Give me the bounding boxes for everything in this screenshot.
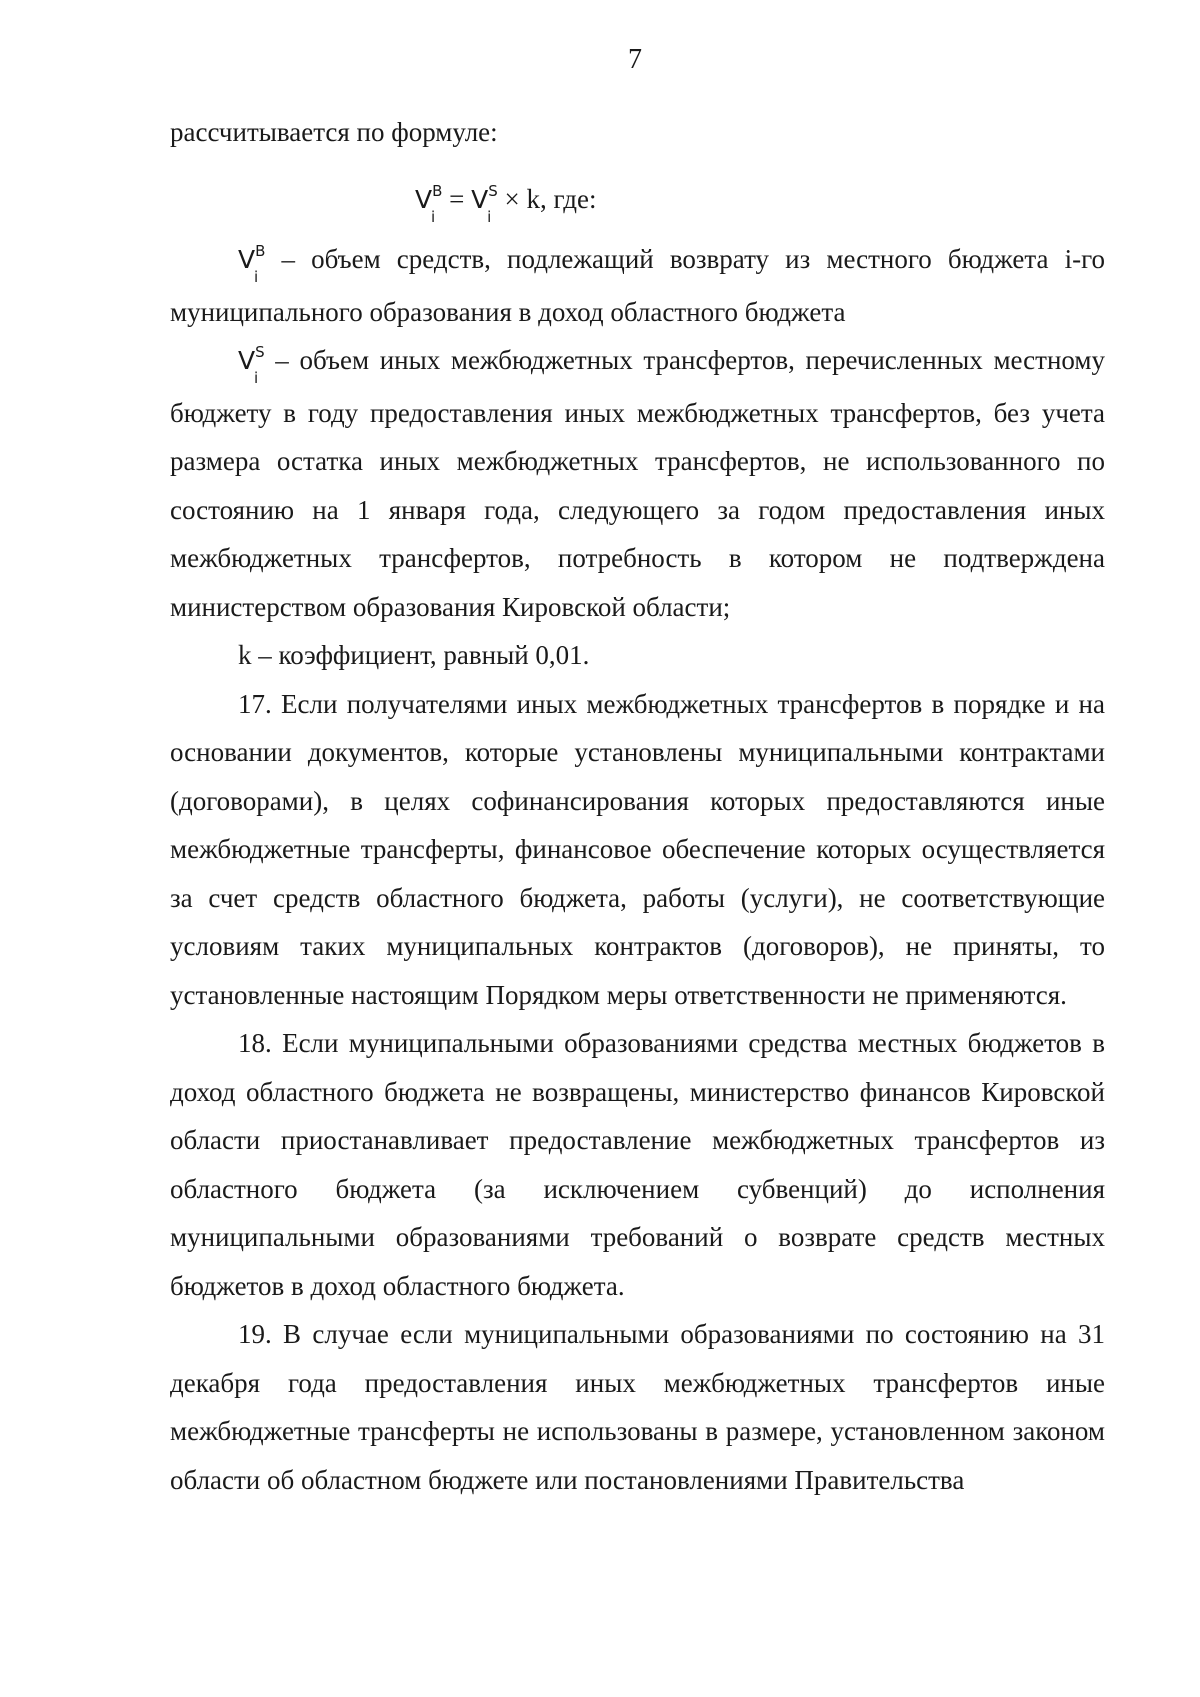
formula-k: k: [526, 183, 541, 214]
paragraph-18: 18. Если муниципальными образованиями средства местных бюджетов в доход областного бюджета не возвращены, министерство финансов Кировской области приостанавливает предоставление межбюджетных трансфертов из областного бюджета (за исключением субвенций) до исполнения муниципальными образованиями требований о возврате средств местных бюджетов в доход областного бюджета.: [170, 1028, 1105, 1301]
formula-lhs-sup: B: [432, 181, 443, 200]
formula: [170, 175, 1105, 228]
formula-times: ×: [504, 183, 520, 214]
definition-vs-sup: S: [255, 343, 265, 361]
formula-tail: , где:: [540, 183, 597, 214]
definition-vb-sub: i: [254, 268, 259, 286]
definition-vb-symbol: V: [238, 245, 256, 274]
paragraph-17: 17. Если получателями иных межбюджетных трансфертов в порядке и на основании документов, которые установлены муниципальными контрактами (договорами), в целях софинансирования которых предоставляются иные межбюджетные трансферты, финансовое обеспечение которых осуществляется за счет средств областного бюджета, работы (услуги), не соответствующие условиям таких муниципальных контрактов (договоров), не приняты, то установленные настоящим Порядком меры ответственности не применяются.: [170, 688, 1105, 1010]
definition-vs-text: – объем иных межбюджетных трансфертов, перечисленных местному бюджету в году предоставления иных межбюджетных трансфертов, без учета размера остатка иных межбюджетных трансфертов, не использованного по состоянию на 1 января года, следующего за годом предоставления иных межбюджетных трансфертов, потребность в котором не подтверждена министерством образования Кировской области;: [170, 345, 1105, 622]
formula-rhs-sup: S: [488, 181, 498, 200]
formula-equals: =: [449, 183, 465, 214]
definition-vs-symbol-group: [238, 336, 265, 389]
definition-vs-sub: i: [254, 369, 259, 387]
formula-rhs: [471, 175, 498, 228]
document-body: [170, 108, 1105, 1504]
intro-line: рассчитывается по формуле:: [170, 117, 498, 147]
definition-vb: [170, 235, 1105, 336]
formula-rhs-symbol: V: [471, 184, 489, 214]
formula-rhs-sub: i: [487, 207, 492, 226]
definition-vb-symbol-group: [238, 235, 265, 288]
formula-expression: [415, 175, 596, 228]
formula-lhs-symbol: V: [415, 184, 433, 214]
k-definition: k – коэффициент, равный 0,01.: [238, 640, 590, 670]
formula-lhs: [415, 175, 442, 228]
page-number: 7: [628, 44, 642, 75]
formula-lhs-sub: i: [431, 207, 436, 226]
definition-vb-sup: B: [255, 242, 266, 260]
definition-vb-text: – объем средств, подлежащий возврату из местного бюджета i-го муниципального образования в доход областного бюджета: [170, 244, 1105, 327]
definition-vs-symbol: V: [238, 346, 256, 375]
definition-vs: [170, 336, 1105, 631]
paragraph-19: 19. В случае если муниципальными образованиями по состоянию на 31 декабря года предоставления иных межбюджетных трансфертов иные межбюджетные трансферты не использованы в размере, установленном законом области об областном бюджете или постановлениями Правительства: [170, 1319, 1105, 1495]
